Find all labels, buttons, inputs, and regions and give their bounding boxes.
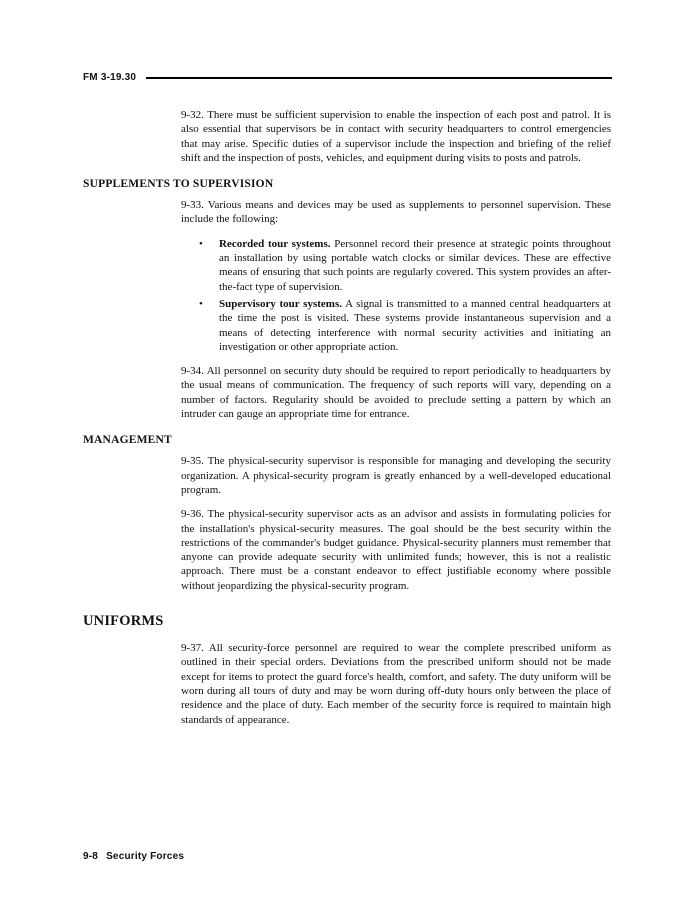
- page-content: [83, 108, 611, 737]
- header-rule: [146, 77, 612, 79]
- heading-supplements-to-supervision: SUPPLEMENTS TO SUPERVISION: [83, 178, 274, 191]
- bullet-icon: •: [199, 237, 203, 250]
- bullet-list: [199, 237, 611, 354]
- paragraph-9-32: 9-32. There must be sufficient supervision to enable the inspection of each post and patrol. It is also essential that supervisors be in contact with security headquarters to control emergencies that may arise. Specific duties of a supervisor include the inspection and briefing of the relief shift and the inspection of posts, vehicles, and equipment during visits to posts and patrols.: [181, 109, 611, 164]
- bullet-text: [219, 237, 611, 294]
- bullet-item-supervisory-tour-systems: [199, 297, 611, 354]
- bullet-item-recorded-tour-systems: [199, 237, 611, 294]
- paragraph-9-34: 9-34. All personnel on security duty should be required to report periodically to headquarters by the usual means of communication. The frequency of such reports will vary, depending on a number of factors. Regularity should be avoided to preclude setting a pattern by which an intruder can gauge an appropriate time for entrance.: [181, 365, 611, 421]
- page-footer: [83, 851, 184, 862]
- paragraph-9-35: 9-35. The physical-security supervisor is responsible for managing and developing the security organization. A physical-security program is greatly enhanced by a well-developed educational program.: [181, 455, 611, 496]
- heading-uniforms: UNIFORMS: [83, 613, 164, 630]
- bullet-body: A signal is transmitted to a manned central headquarters at the time the post is visited. These systems provide instantaneous supervision and a means of detecting interference with normal security activities and initiating an investigation or other appropriate action.: [219, 297, 611, 353]
- bullet-text: [219, 297, 611, 354]
- bullet-lead: Recorded tour systems.: [219, 237, 331, 250]
- paragraph-9-37: 9-37. All security-force personnel are required to wear the complete prescribed uniform as outlined in their special orders. Deviations from the prescribed uniform should not be made except for items to protect the guard force's health, comfort, and safety. The duty uniform will be worn during all tours of duty and may be worn during off-duty hours only between the place of residence and the place of duty. Each member of the security force is required to maintain high standards of appearance.: [181, 642, 611, 726]
- paragraph-9-33: 9-33. Various means and devices may be used as supplements to personnel supervision. These include the following:: [181, 199, 611, 226]
- footer-section-label: Security Forces: [106, 851, 185, 862]
- document-number: FM 3-19.30: [83, 72, 137, 83]
- page-number: 9-8: [83, 851, 99, 862]
- page-header: [83, 72, 612, 83]
- bullet-icon: •: [199, 297, 203, 310]
- heading-management: MANAGEMENT: [83, 434, 172, 447]
- bullet-lead: Supervisory tour systems.: [219, 297, 342, 310]
- paragraph-9-36: 9-36. The physical-security supervisor acts as an advisor and assists in formulating policies for the installation's physical-security measures. The goal should be the best security within the restrictions of the commander's budget guidance. Physical-security planners must remember that anyone can provide adequate security with unlimited funds; however, this is not a realistic approach. There must be a constant endeavor to effect justifiable economy where possible without jeopardizing the physical-security program.: [181, 508, 611, 592]
- bullet-body: Personnel record their presence at strategic points throughout an installation by using portable watch clocks or similar devices. These are effective means of ensuring that such points are regularly covered. This system provides an after-the-fact type of supervision.: [219, 237, 611, 293]
